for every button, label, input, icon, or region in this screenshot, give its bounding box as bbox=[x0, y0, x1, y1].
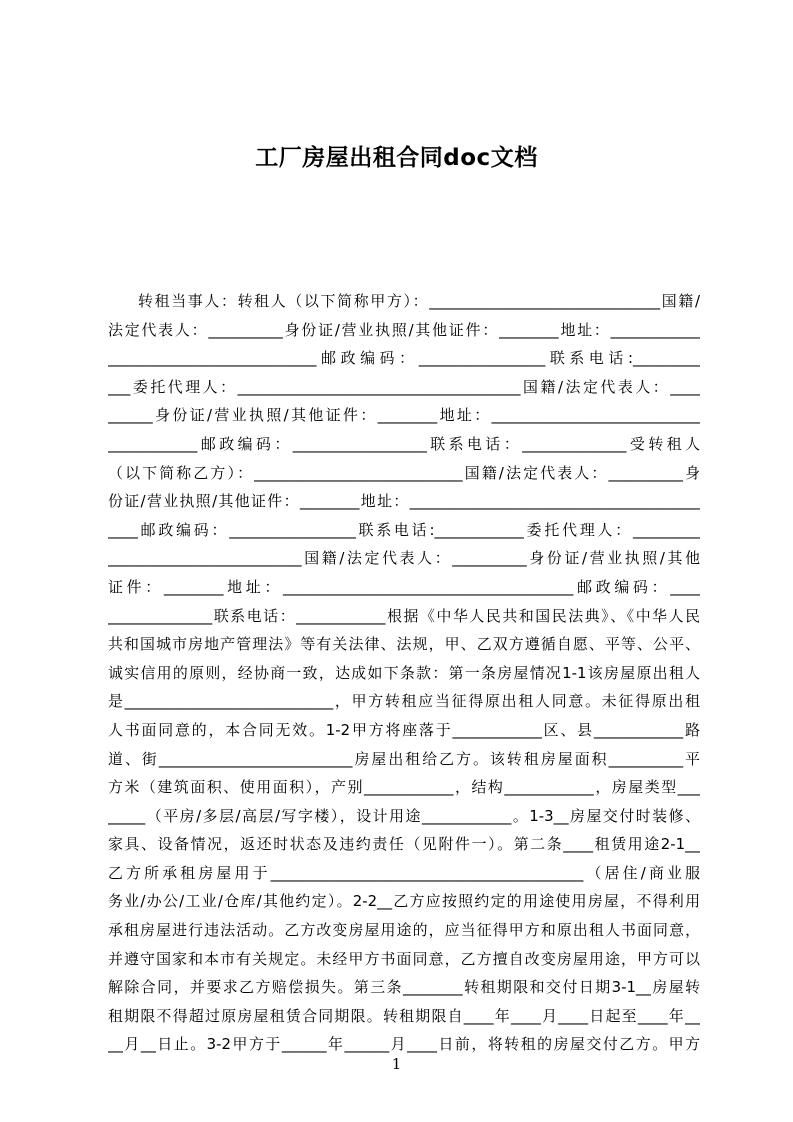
page-number: 1 bbox=[391, 1055, 402, 1073]
text-line: 份证/营业执照/其他证件：________地址：_______________________________________ bbox=[108, 492, 700, 511]
text-line: 是____________________________，甲方转租应当征得原出租人同意。未征得原出租 bbox=[108, 692, 700, 711]
text-line: 家具、设备情况，返还时状态及违约责任（见附件一）。第二条____租赁用途2-1__ bbox=[108, 835, 700, 854]
text-line: __________________________国籍/法定代表人：__________身份证/营业执照/其他 bbox=[108, 549, 700, 568]
text-line: __月__日止。3-2甲方于______年______月____日前，将转租的房屋交付乙方。甲方 bbox=[108, 1035, 700, 1054]
text-line: ___委托代理人：______________________________________国籍/法定代表人：____ bbox=[108, 377, 700, 396]
text-line: 道、街__________________________房屋出租给乙方。该转租房屋面积__________平 bbox=[108, 749, 700, 768]
text-line: 务业/办公/工业/仓库/其他约定）。2-2__乙方应按照约定的用途使用房屋，不得利用 bbox=[108, 892, 700, 911]
text-line: 诚实信用的原则，经协商一致，达成如下条款：第一条房屋情况1-1该房屋原出租人 bbox=[108, 663, 700, 682]
text-line: （以下简称乙方）：____________________________国籍/法定代表人：__________身 bbox=[108, 463, 700, 482]
text-line: ______________联系电话：____________根据《中华人民共和国民法典》、《中华人民 bbox=[108, 606, 700, 625]
document-body bbox=[108, 287, 700, 1059]
text-line: 转租当事人：转租人（以下简称甲方）：_______________________________国籍/ bbox=[138, 292, 700, 310]
text-line: 人书面同意的，本合同无效。1-2甲方将座落于____________区、县____________路 bbox=[108, 720, 700, 739]
text-line: 方米（建筑面积、使用面积），产别____________，结构____________，房屋类型___ bbox=[108, 778, 700, 797]
text-line: _____（平房/多层/高层/写字楼），设计用途____________。1-3__房屋交付时装修、 bbox=[108, 806, 700, 825]
text-line: 法定代表人：__________身份证/营业执照/其他证件：________地址：____________ bbox=[108, 320, 700, 339]
text-line: ____________邮政编码：__________________联系电话：______________受转租人 bbox=[108, 434, 700, 453]
text-line: 解除合同，并要求乙方赔偿损失。第三条________转租期限和交付日期3-1__房屋转 bbox=[108, 978, 700, 997]
text-line: 共和国城市房地产管理法》等有关法律、法规，甲、乙双方遵循自愿、平等、公平、 bbox=[108, 635, 700, 654]
text-line: 乙方所承租房屋用于__________________________________________（居住/商业服 bbox=[108, 863, 700, 882]
text-line: 证件：________地址：_______________________________________邮政编码：____ bbox=[108, 577, 700, 596]
text-line: 租期限不得超过原房屋租赁合同期限。转租期限自____年____月____日起至____年__ bbox=[108, 1006, 700, 1025]
text-line: ____邮政编码：_________________联系电话:____________委托代理人：_________ bbox=[108, 520, 700, 539]
text-line: 并遵守国家和本市有关规定。未经甲方书面同意，乙方擅自改变房屋用途，甲方可以 bbox=[108, 949, 700, 968]
text-line: ____________________________邮政编码：_________________联系电话:_________ bbox=[108, 349, 700, 368]
document-title: 工厂房屋出租合同doc文档 bbox=[255, 145, 538, 171]
text-line: 承租房屋进行违法活动。乙方改变房屋用途的，应当征得甲方和原出租人书面同意， bbox=[108, 921, 700, 940]
text-line: ______身份证/营业执照/其他证件：________地址：____________________________ bbox=[108, 406, 700, 425]
